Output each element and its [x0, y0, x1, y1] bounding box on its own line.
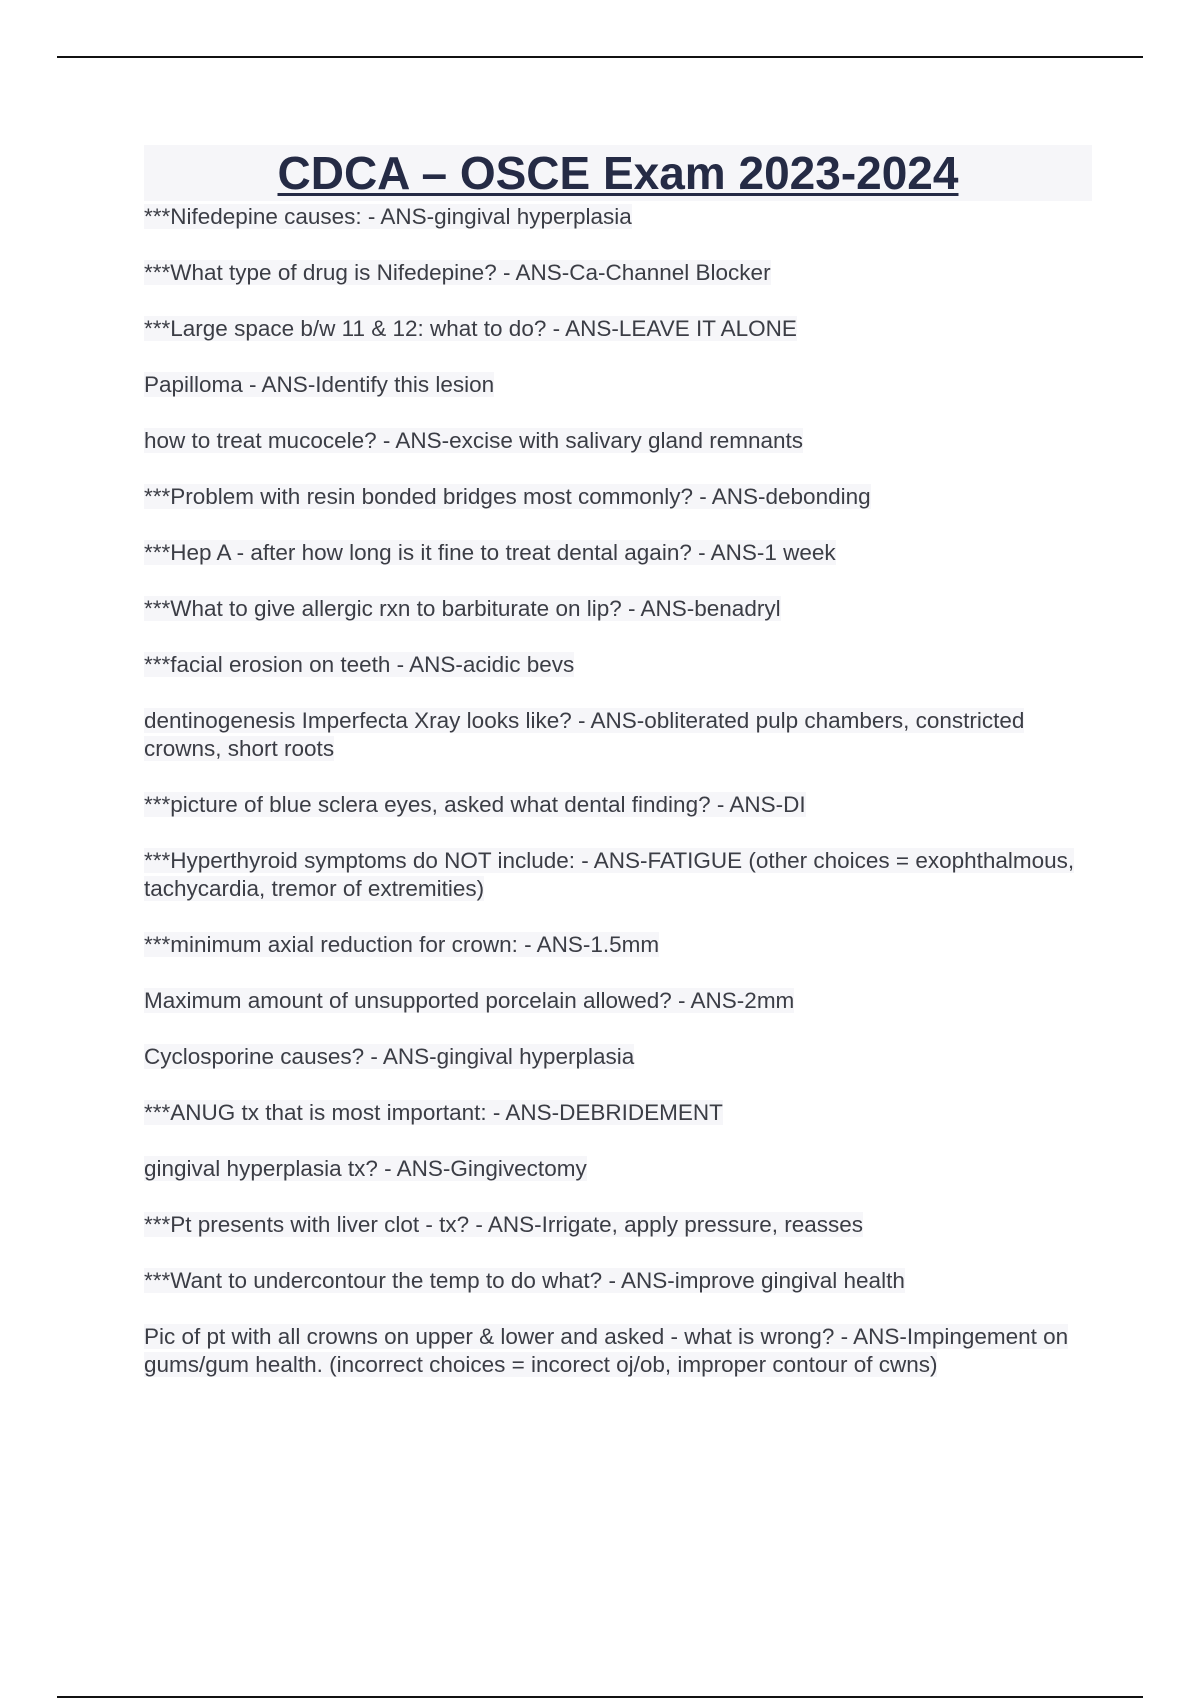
qa-item [144, 707, 1092, 763]
qa-text: Maximum amount of unsupported porcelain allowed? - ANS-2mm [144, 988, 795, 1013]
qa-text: ***Hep A - after how long is it fine to treat dental again? - ANS-1 week [144, 540, 836, 565]
qa-text: Pic of pt with all crowns on upper & lower and asked - what is wrong? - ANS-Impingement on gums/gum health. (incorrect choices = incorect oj/ob, improper contour of cwns) [144, 1324, 1069, 1377]
qa-text: ***What to give allergic rxn to barbiturate on lip? - ANS-benadryl [144, 596, 781, 621]
qa-item [144, 847, 1092, 903]
qa-text: ***picture of blue sclera eyes, asked what dental finding? - ANS-DI [144, 792, 806, 817]
qa-item [144, 203, 1092, 231]
qa-item [144, 595, 1092, 623]
qa-text: ***ANUG tx that is most important: - ANS-DEBRIDEMENT [144, 1100, 723, 1125]
qa-text: ***Problem with resin bonded bridges most commonly? - ANS-debonding [144, 484, 871, 509]
bottom-rule [57, 1696, 1143, 1698]
qa-item [144, 791, 1092, 819]
qa-item [144, 1211, 1092, 1239]
qa-item [144, 483, 1092, 511]
qa-text: ***Pt presents with liver clot - tx? - ANS-Irrigate, apply pressure, reasses [144, 1212, 864, 1237]
qa-item [144, 1267, 1092, 1295]
qa-item [144, 427, 1092, 455]
qa-text: ***Hyperthyroid symptoms do NOT include: - ANS-FATIGUE (other choices = exophthalmous, tachycardia, tremor of extremities) [144, 848, 1075, 901]
title-band [144, 145, 1092, 201]
qa-text: ***What type of drug is Nifedepine? - ANS-Ca-Channel Blocker [144, 260, 771, 285]
qa-item [144, 987, 1092, 1015]
qa-text: ***Nifedepine causes: - ANS-gingival hyperplasia [144, 204, 632, 229]
qa-text: ***facial erosion on teeth - ANS-acidic bevs [144, 652, 575, 677]
qa-item [144, 539, 1092, 567]
qa-text: ***Want to undercontour the temp to do what? - ANS-improve gingival health [144, 1268, 905, 1293]
qa-item [144, 1155, 1092, 1183]
qa-item [144, 651, 1092, 679]
qa-item [144, 1099, 1092, 1127]
qa-item [144, 1323, 1092, 1379]
top-rule [57, 56, 1143, 58]
qa-text: dentinogenesis Imperfecta Xray looks like? - ANS-obliterated pulp chambers, constricted crowns, short roots [144, 708, 1025, 761]
qa-text: how to treat mucocele? - ANS-excise with salivary gland remnants [144, 428, 804, 453]
document-content [144, 145, 1092, 1407]
qa-text: ***minimum axial reduction for crown: - ANS-1.5mm [144, 932, 660, 957]
qa-item [144, 259, 1092, 287]
qa-item [144, 931, 1092, 959]
document-title: CDCA – OSCE Exam 2023-2024 [277, 147, 959, 199]
qa-item [144, 371, 1092, 399]
qa-item [144, 1043, 1092, 1071]
qa-text: gingival hyperplasia tx? - ANS-Gingivectomy [144, 1156, 587, 1181]
qa-item [144, 315, 1092, 343]
qa-text: ***Large space b/w 11 & 12: what to do? - ANS-LEAVE IT ALONE [144, 316, 797, 341]
qa-text: Cyclosporine causes? - ANS-gingival hyperplasia [144, 1044, 635, 1069]
qa-list [144, 203, 1092, 1379]
qa-text: Papilloma - ANS-Identify this lesion [144, 372, 495, 397]
